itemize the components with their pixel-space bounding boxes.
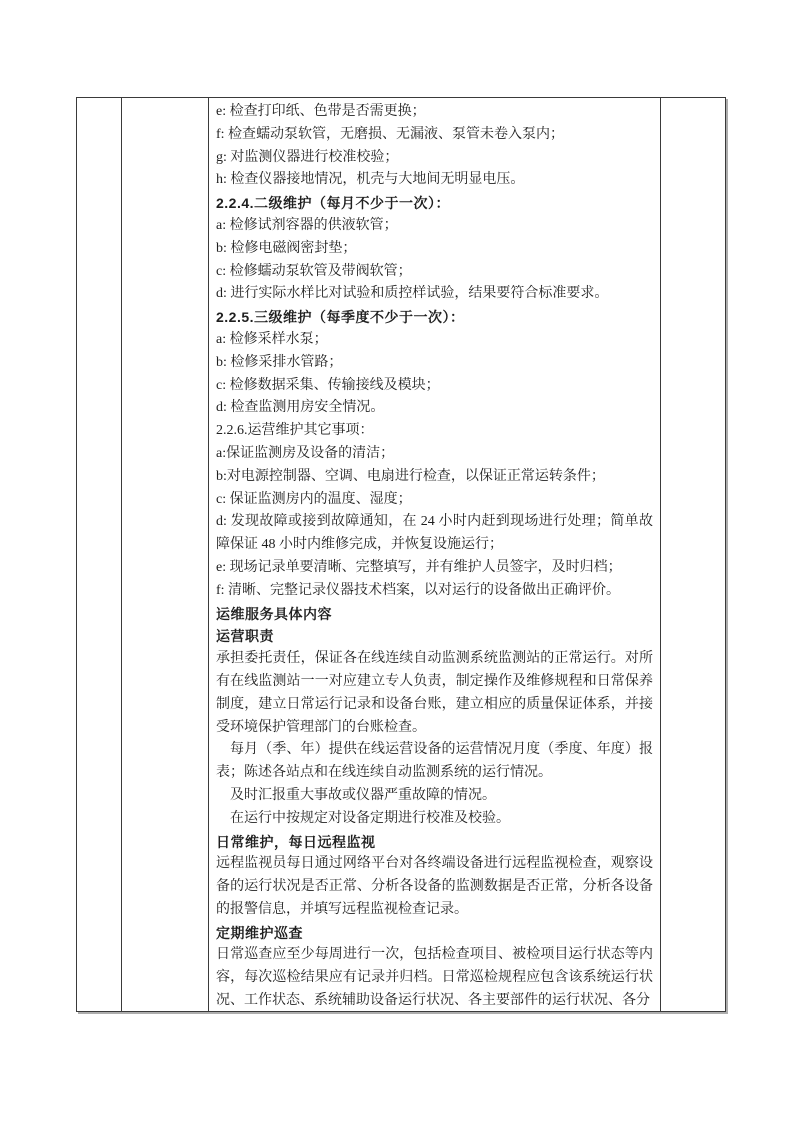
table-row [77,98,726,1012]
paragraph: e: 现场记录单要清晰、完整填写，并有维护人员签字，及时归档； [216,559,622,575]
paragraph: b: 检修电磁阀密封垫； [216,240,357,256]
paragraph: c: 检修蠕动泵软管及带阀软管； [216,263,412,279]
table-cell-empty-remarks [661,98,726,1012]
paragraph: 每月（季、年）提供在线运营设备的运营情况月度（季度、年度）报表；陈述各站点和在线连续自动监测系统的运行情况。 [216,742,653,781]
section-heading: 日常维护，每日远程监视 [216,833,376,850]
section-heading: 2.2.4.二级维护（每月不少于一次）： [216,195,451,212]
paragraph: d: 发现故障或接到故障通知，在 24 小时内赶到现场进行处理；简单故障保证 48 小时内维修完成，并恢复设施运行； [216,514,653,553]
section-heading: 定期维护巡查 [216,924,303,941]
paragraph: e: 检查打印纸、色带是否需更换； [216,104,426,119]
content-text-block [209,98,660,1009]
section-heading: 运维服务具体内容 [216,605,332,622]
paragraph: c: 检修数据采集、传输接线及模块； [216,377,440,393]
paragraph: b:对电源控制器、空调、电扇进行检查，以保证正常运转条件； [216,468,605,484]
paragraph: 日常巡查应至少每周进行一次，包括检查项目、被检项目运行状态等内容，每次巡检结果应有记录并归档。日常巡检规程应包含该系统运行状况、工作状态、系统辅助设备运行状况、各主要部件的运行状况、各分 [216,947,653,1009]
paragraph: 2.2.6.运营维护其它事项： [216,423,374,439]
maintenance-content-table [76,97,726,1012]
paragraph: d: 进行实际水样比对试验和质控样试验，结果要符合标准要求。 [216,286,609,302]
paragraph: c: 保证监测房内的温度、湿度； [216,491,412,507]
table-cell-empty-index [77,98,122,1012]
paragraph: b: 检修采排水管路； [216,354,343,370]
paragraph: 及时汇报重大事故或仪器严重故障的情况。 [230,787,496,803]
paragraph: 承担委托责任，保证各在线连续自动监测系统监测站的正常运行。对所有在线监测站一一对应建立专人负责，制定操作及维修规程和日常保养制度，建立日常运行记录和设备台账，建立相应的质量保证体系，并接受环境保护管理部门的台账检查。 [216,651,653,735]
table-cell-empty-item [122,98,209,1012]
paragraph: a: 检修采样水泵； [216,331,328,347]
paragraph: f: 检查蠕动泵软管，无磨损、无漏液、泵管未卷入泵内； [216,126,565,142]
paragraph: g: 对监测仪器进行校准校验； [216,149,399,165]
paragraph: 远程监视员每日通过网络平台对各终端设备进行远程监视检查，观察设备的运行状况是否正常、分析各设备的监测数据是否正常，分析各设备的报警信息，并填写远程监视检查记录。 [216,856,653,917]
table-cell-content [209,98,661,1012]
section-heading: 运营职责 [216,628,274,645]
paragraph: d: 检查监测用房安全情况。 [216,400,385,416]
paragraph: 在运行中按规定对设备定期进行校准及校验。 [230,810,510,826]
paragraph: a: 检修试剂容器的供液软管； [216,217,398,233]
section-heading: 2.2.5.三级维护（每季度不少于一次）： [216,309,465,326]
paragraph: f: 清晰、完整记录仪器技术档案，以对运行的设备做出正确评价。 [216,582,621,598]
paragraph: a:保证监测房及设备的清洁； [216,445,395,461]
paragraph: h: 检查仪器接地情况，机壳与大地间无明显电压。 [216,172,525,188]
